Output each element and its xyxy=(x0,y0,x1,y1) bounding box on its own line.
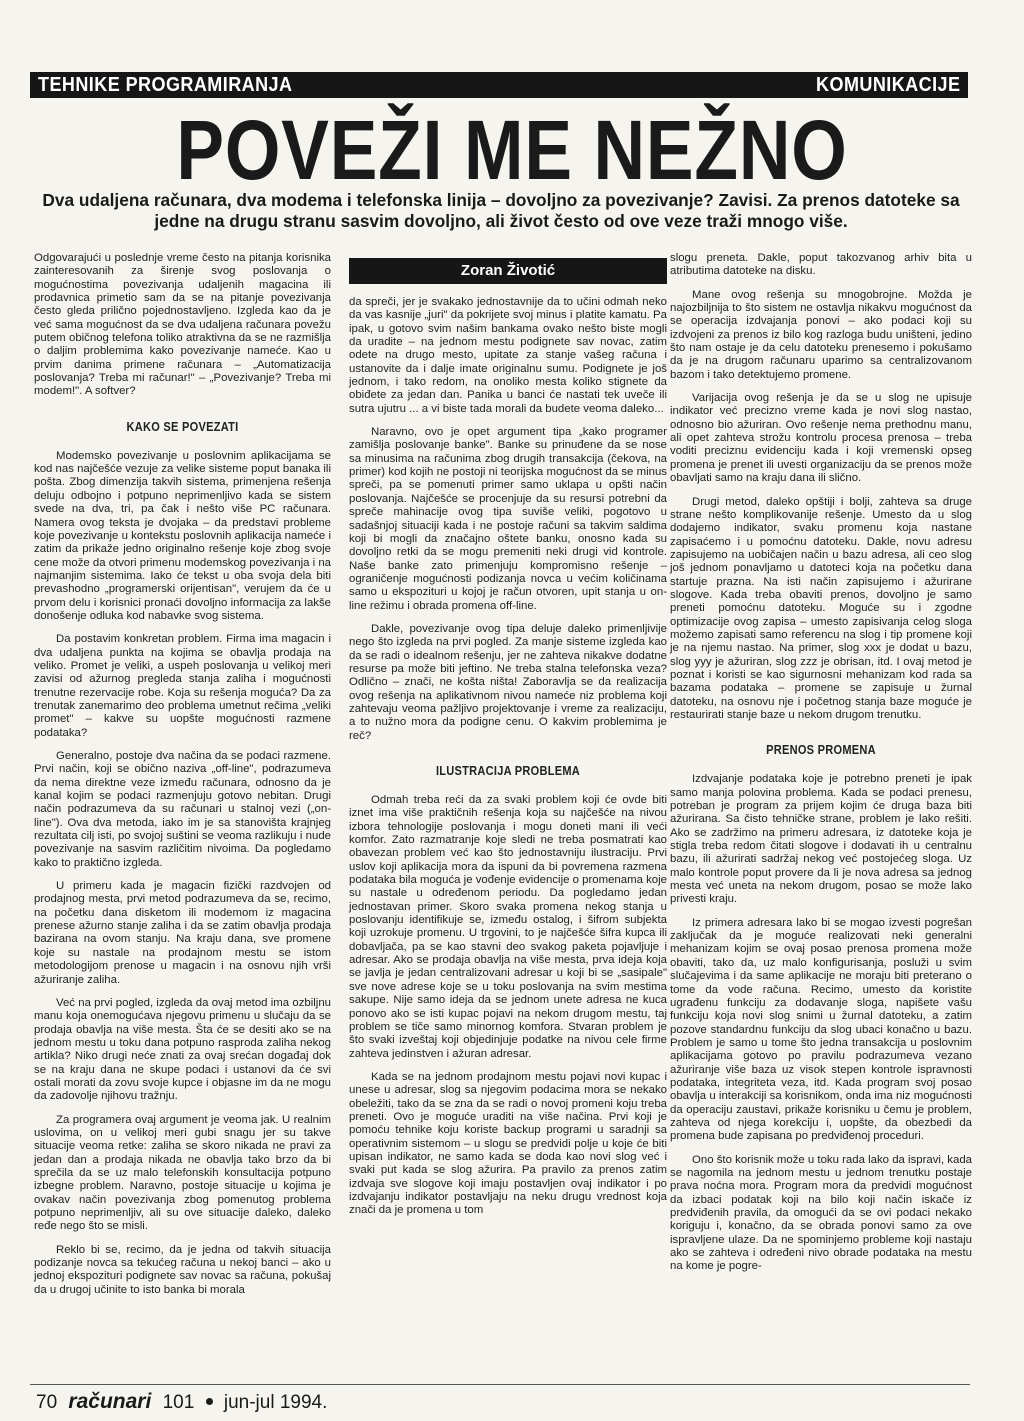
article-title: POVEŽI ME NEŽNO xyxy=(176,103,848,197)
intro-paragraph: Odgovarajući u poslednje vreme često na pitanja korisnika zainteresovanih za širenje svog poslovanja o mogućnostima povezivanja udaljenih magacina ili prodavnica primetio sam da se na pitanje povezivanja često gleda prilično pojednostavljeno. Izgleda kao da je već sama mogućnost da se dva udaljena računara povežu putem običnog telefona toliko atraktivna da se ne razmišlja o daljim problemima kako povezivanje nameće. Kao u prvim danima primene računara – „Automatizacija poslovanja? Treba mi računar!" – „Povezivanje? Treba mi modem!". A softver? xyxy=(34,252,331,398)
bullet-icon xyxy=(206,1398,213,1405)
paragraph: Odmah treba reći da za svaki problem koji će ovde biti iznet ima više praktičnih rešenja koja su najčešće na nivou izbora tehnologije poslovanja i mogu doneti mani ili veći komfor. Zato razmatranje koje sledi ne treba posmatrati kao obavezan problem već kao što jednostavniju ilustraciju. Prvi uslov koji aplikacija mora da ispuni da bi povremena razmena podataka bila moguća je vođenje evidencije o promenama koje su nastale u određenom periodu. Da pogledamo jedan jednostavan primer. Skoro svaka promena nekog stanja u poslovanju identifikuje se, između ostalog, i šifrom subjekta koji uzrokuje promenu. U trgovini, to je najčešće šifra kupca ili dobavljača, pa se kao stavni deo svakog paketa pojavljuje i adresar. Ako se prodaja obavlja na više mesta, prva ideja koja se javlja je jedan centralizovani adresar u koji bi se „sasipale" sve nove adrese koje se u toku poslovanja na svim mestima sakupe. Nije samo ideja da se jednom unete adresa ne kuca ponovo ako se isti kupac pojavi na nekom drugom mestu, taj problem se tiče samo minornog komfora. Stvaran problem je što svaki izveštaj koji objedinjuje podatke na nivou cele firme zahteva jedinstven i ažuran adresar. xyxy=(349,794,667,1060)
paragraph: Generalno, postoje dva načina da se podaci razmene. Prvi način, koji se obično naziva „off-line", podrazumeva da nema direktne veze između računara, odnosno da je kanal kojim se podaci razmenjuju gotovo nebitan. Drugi način podrazumeva da su računari u stalnoj vezi („on-line"). Ova dva metoda, iako im je sa stanovišta krajnjeg rezultata cilj isti, po svojoj suštini se veoma razlikuju i nude povezivanje na sasvim različitim nivoima. Da pogledamo kako to praktično izgleda. xyxy=(34,750,331,869)
paragraph: Već na prvi pogled, izgleda da ovaj metod ima ozbiljnu manu koja onemogućava njegovu primenu u slučaju da se prodaja obavlja na više mesta. Šta će se desiti ako se na jednom mestu u toku dana potpuno rasproda zaliha nekog artikla? Niko drugi neće znati za ovaj srećan događaj dok se na kraju dana ne skupe podaci i ustanovi da će svi ostali morati da zovu svoje kupce i objasne im da ne mogu da zadovolje njihovu tražnju. xyxy=(34,996,331,1103)
column-2 xyxy=(349,296,667,1228)
paragraph: Ono što korisnik može u toku rada lako da ispravi, kada se nagomila na jednom mestu u jednom trenutku postaje prava noćna mora. Program mora da predvidi mogućnost da izbaci podatak koji na bilo koji način iskače iz predviđenih pravila, da omogući da se ovi podaci nekako koriguju i, konačno, da se obrada ponovi samo za ove ispravljene ulaze. Da ne spominjemo probleme koji nastaju ako se zahteva i određeni nivo obrade podataka na mestu na kome je pogre- xyxy=(670,1153,972,1273)
page-footer xyxy=(36,1390,327,1414)
paragraph: Kada se na jednom prodajnom mestu pojavi novi kupac i unese u adresar, slog sa njegovim podacima mora se nekako obeležiti, tako da se zna da se radi o novoj promeni koju treba preneti. Ovo je moguće uraditi na više načina. Prvi koji je pomoću tehnike koju koriste backup programi u saradnji sa operativnim sistemom – u slogu se predvidi polje u koje će biti upisan indikator, ne samo kada se doda kao novi slog već i svaki put kada se slog ažurira. Pa pravilo za prenos zatim izdvaja sve slogove koji imaju postavljen ovaj indikator i po izdvajanju indikator postavljaju na neku drugu vrednost koja znači da je promena u tom xyxy=(349,1070,667,1217)
paragraph: Za programera ovaj argument je veoma jak. U realnim uslovima, on u velikoj meri gubi snagu jer su takve situacije veoma retke: zaliha se skoro nikada ne pravi za jedan dan a prodaja nikada ne obavlja tako brzo da bi sprečila da se uz malo telefonskih konsultacija potpuno izbegne problem. Naravno, postoje situacije u kojima je ovakav način povezivanja zbog pomenutog problema potpuno neprimenljiv, ali su ove situacije daleko, daleko ređe nego što se misli. xyxy=(34,1113,331,1233)
article-deck: Dva udaljena računara, dva modema i telefonska linija – dovoljno za povezivanje? Zavisi. Za prenos datoteke sa jedne na drugu stranu sasvim dovoljno, ali život često od ove veze traži mnogo više. xyxy=(42,190,960,231)
subheading-ilustracija-problema: ILUSTRACIJA PROBLEMA xyxy=(435,763,581,778)
paragraph: Iz primera adresara lako bi se mogao izvesti pogrešan zaključak da je moguće realizovati neki generalni mehanizam kojim se ovaj posao prenosa promena može obaviti, tako da, uz malo konfigurisanja, posluži u svim slučajevima i da same aplikacije ne moraju biti preterano o tome da vode računa. Recimo, umesto da koristite ugrađenu funkciju za dodavanje sloga, napišete vašu funkciju koja novi slog snimi u žurnal datoteku, a zatim pozove standardnu funkciju da slog ubaci konačno u bazu. Problem je samo u tome što jedna transakcija u poslovnim aplikacijama gotovo po pravilu podrazumeva vezano ažuriranje više baza uz visok stepen kontrole ispravnosti podataka, integriteta veza, itd. Kada program svoj posao obavlja u interakciji sa korisnikom, onda ima niz mogućnosti da operaciju zaustavi, prikaže korisniku u čemu je problem, zahteva od njega korekciju i, uopšte, da obezbedi da promena bude zapisana po predviđenoj proceduri. xyxy=(670,916,972,1143)
subheading-prenos-promena: PRENOS PROMENA xyxy=(766,742,876,758)
paragraph: Izdvajanje podataka koje je potrebno preneti je ipak samo manja polovina problema. Kada se podaci prenesu, potreban je program za prijem kojim će druga baza biti ažurirana. Sa čisto tehničke strane, problem je lako rešiti. Ako se zadržimo na primeru adresara, iz datoteke koja je stigla treba redom čitati slogove i dodavati ih u centralnu bazu, ili ažurirati sadržaj nekog već postojećeg sloga. Uz malo kontrole poput provere da li je nova adresa sa jednog mesta već uneta na nekom drugom, posao se može lako privesti kraju. xyxy=(670,773,972,906)
paragraph: U primeru kada je magacin fizički razdvojen od prodajnog mesta, prvi metod podrazumeva da se, recimo, na početku dana disketom ili modemom iz magacina prenese ažurno stanje zaliha i da se zatim obavlja prodaja bazirana na ovom stanju. Na kraju dana, sve promene koje su nastale na prodajnom mestu se istom metodologijom prenose u magacin i na osnovu njih vrši ažuriranje zaliha. xyxy=(34,880,331,986)
issue-date: jun-jul 1994. xyxy=(223,1392,328,1413)
paragraph: Naravno, ovo je opet argument tipa „kako programer zamišlja poslovanje banke". Banke su prinuđene da se nose sa minusima na računima zbog drugih transakcija (čekova, na primer) kod kojih ne postoji ni teorijska mogućnost da se minus spreči, pa se pomenuti primer samo uklapa u opšti način poslovanja. Najčešće se procenjuje da su resursi potrebni da spreče mahinacije ovog tipa suviše veliki, pogotovo u sadašnjoj situaciji kada i ne postoje računi sa takvim saldima koji bi mogli da značajno oštete banku, onosno kada su dovoljno retki da se mogu premeniti neki drugi vid kontrole. Naše banke zato primenjuju kompromisno rešenje – ograničenje mogućnosti podizanja novca u većim količinama samo u ekspozituri u kojoj je račun otvoren, upit stanja u on-line režimu i obrada promena off-line. xyxy=(349,426,667,612)
paragraph: Modemsko povezivanje u poslovnim aplikacijama se kod nas najčešće vezuje za velike sisteme poput banaka ili pošta. Zbog dimenzija takvih sistema, primenjena rešenja deluju odbojno i potpuno neprimenljivo kada se sistem svede na dva, tri, pa čak i nešto više PC računara. Namera ovog teksta je dvojaka – da predstavi probleme koje povezivanje u kontekstu poslovnih aplikacija nameće i zatim da prikaže jedno originalno rešenje koje zbog svoje cene može da otvori primenu modemskog povezivanja i na najmanjim sistemima. Iako će tekst u oba svoja dela biti prevashodno „programerski orijentisan", verujem da će u prvom delu i korisnici pronaći dovoljno informacija za lakše donošenje odluka kod nabavke svog sistema. xyxy=(34,449,331,622)
page-number: 70 xyxy=(36,1392,58,1413)
paragraph: slogu preneta. Dakle, poput takozvanog arhiv bita u atributima datoteke na disku. xyxy=(670,252,972,278)
category-label: KOMUNIKACIJE xyxy=(815,74,960,96)
paragraph: da spreči, jer je svakako jednostavnije da to učini odmah neko da vas kasnije „juri" da pokrijete svoj minus i platite kamatu. Pa ipak, u gotovo svim našim bankama ovako nešto biste mogli da uradite – na jednom mestu podignete sav novac, zatim odete na drugo mesto, upitate za stanje vašeg računa i ustanovite da i dalje imate originalnu sumu. Podignete je još jednom, i tako redom, na onoliko mesta koliko stignete da obiđete za jedan dan. Panika u banci će nastati tek uveče ili sutra ujutru ... a vi biste tada morali da budete veoma daleko... xyxy=(349,296,667,415)
paragraph: Da postavim konkretan problem. Firma ima magacin i dva udaljena punkta na kojima se obavlja prodaja na veliko. Promet je veliki, a uspeh poslovanja u velikoj meri zavisi od ažurnog pregleda stanja zaliha i mogućnosti trenutne rezervacije robe. Koja su rešenja moguća? Da za trenutak zanemarimo deo problema umetnut rečima „veliki promet" – kakve su uopšte mogućnosti razmene podataka? xyxy=(34,633,331,739)
column-3 xyxy=(670,252,972,1284)
paragraph: Reklo bi se, recimo, da je jedna od takvih situacija podizanje novca sa tekućeg računa u nekoj banci – ako u jednoj ekspozituri podignete sav novac sa računa, pokušaj da u drugoj učinite to isto banka bi morala xyxy=(34,1243,331,1296)
magazine-logo: računari xyxy=(68,1390,152,1413)
paragraph: Drugi metod, daleko opštiji i bolji, zahteva sa druge strane nešto komplikovanije rešenje. Umesto da u slog dodajemo indikator, svaku promenu koja nastane zapisaćemo i u pomoćnu datoteku. Dakle, novu adresu zapisujemo na uobičajen način u bazu adresa, ali ceo slog još jednom ponavljamo u datoteci koja na početku dana startuje prazna. Na isti način zapisujemo i ažurirane slogove. Kada treba obaviti prenos, dovoljno je samo preneti pomoćnu datoteku. Moguće su i zgodne optimizacije ovog zapisa – umesto zapisivanja celog sloga možemo zapisati samo referencu na slog i tip promene koji je na njemu nastao. Na primer, slog xxx je dodat u bazu, slog yyy je ažuriran, slog zzz je obrisan, itd. I ovaj metod je poznat i koristi se kao sigurnosni mehanizam kod rada sa bazama podataka – promene se zapisuje u žurnal datoteku, na osnovu nje i početnog stanja baze moguće je restaurirati stanje baze u nekom drugom trenutku. xyxy=(670,495,972,721)
issue-number: 101 xyxy=(162,1392,195,1413)
paragraph: Varijacija ovog rešenja je da se u slog ne upisuje indikator već precizno vreme kada je novi slog nastao, odnosno bio ažuriran. Ovo rešenje nema prethodnu manu, ali opet zahteva strožu kontrolu procesa prenosa – treba voditi preciznu evidenciju kada i koji vremenski opseg promena je prenet ili uvesti organizaciju da se prenos može obavljati samo na kraju dana ili slično. xyxy=(670,392,972,485)
paragraph: Mane ovog rešenja su mnogobrojne. Možda je najozbiljnija to što sistem ne ostavlja nikakvu mogućnost da se operacija izdvajanja ponovi – ako podaci koji su izdvojeni za prenos iz bilo kog razloga budu uništeni, jedino što nam ostaje je da celu datoteku prenesemo i pokušamo da je na drugom računaru uparimo sa centralizovanom bazom i tako detektujemo promene. xyxy=(670,288,972,381)
subheading-kako-se-povezati: KAKO SE POVEZATI xyxy=(126,418,239,434)
section-label: TEHNIKE PROGRAMIRANJA xyxy=(38,74,293,96)
author-byline: Zoran Životić xyxy=(349,258,667,284)
section-bar xyxy=(30,72,968,98)
column-1 xyxy=(34,252,331,1307)
paragraph: Dakle, povezivanje ovog tipa deluje daleko primenljivije nego što izgleda na prvi pogled. Za manje sisteme izgleda kao da se radi o idealnom rešenju, jer ne zahteva nikakve dodatne resurse pa može biti jeftino. Ne treba stalna telefonska veza? Odlično – znači, ne košta ništa! Zaboravlja se da realizacija ovog rešenja na aplikativnom nivou nameće niz problema koji zahtevaju veoma pažljivo projektovanje i vreme za realizaciju, a to nužno mora da podigne cenu. O kakvim problemima je reč? xyxy=(349,622,667,742)
footer-rule xyxy=(30,1384,970,1385)
